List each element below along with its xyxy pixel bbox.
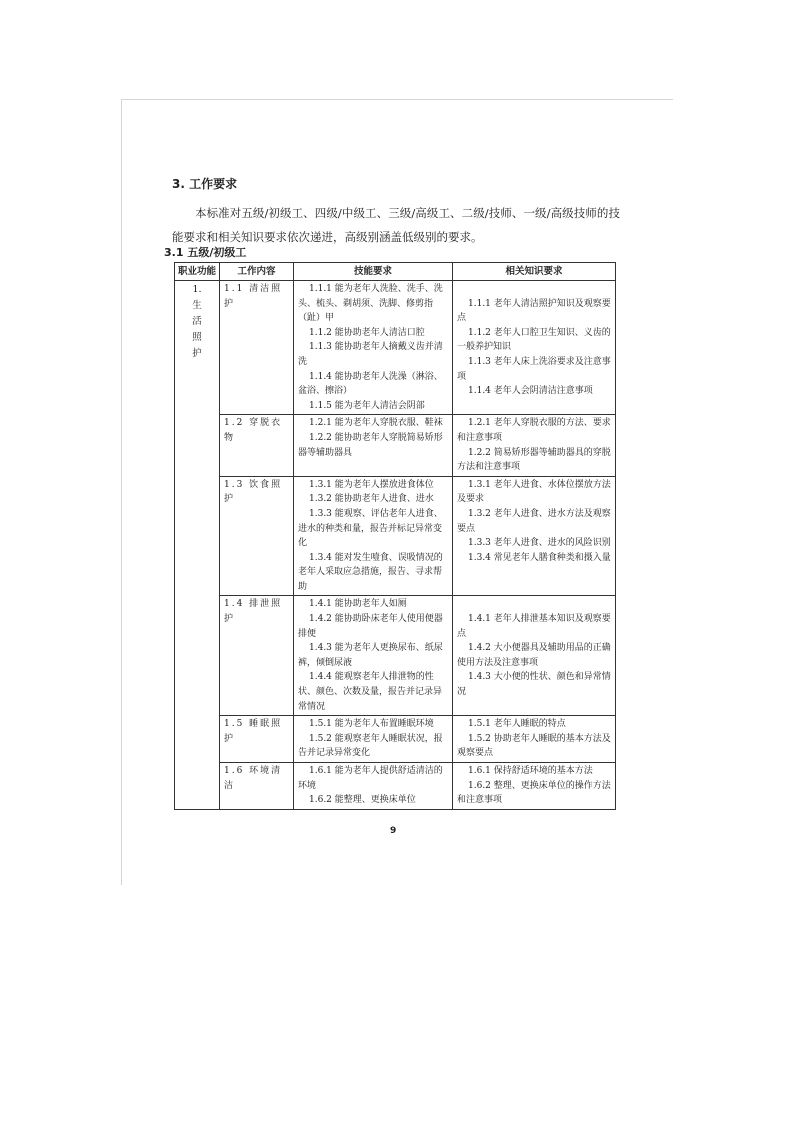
- header-function: 职业功能: [175, 263, 220, 281]
- knowledge-item: 1.3.2 老年人进食、进水方法及观察要点: [457, 508, 611, 534]
- skills-cell: [294, 716, 453, 763]
- skill-item: 1.4.2 能协助卧床老年人使用便器排便: [298, 614, 443, 639]
- header-knowledge: 相关知识要求: [453, 263, 616, 281]
- knowledge-item: 1.4.1 老年人排泄基本知识及观察要点: [457, 614, 611, 639]
- work-content-cell: 1.4 排泄照护: [220, 596, 294, 716]
- knowledge-item: 1.1.3 老年人床上洗浴要求及注意事项: [457, 356, 611, 382]
- skill-item: 1.5.2 能观察老年人睡眠状况，报告并记录异常变化: [298, 733, 443, 759]
- table-row: [175, 716, 616, 763]
- function-cell: [175, 281, 220, 810]
- knowledge-cell: [453, 281, 616, 415]
- skill-item: 1.1.2 能协助老年人清洁口腔: [309, 327, 425, 338]
- knowledge-item: 1.1.2 老年人口腔卫生知识、义齿的一般养护知识: [457, 327, 611, 353]
- skill-item: 1.1.5 能为老年人清洁会阴部: [309, 400, 425, 411]
- skill-item: 1.6.2 能整理、更换床单位: [309, 795, 416, 806]
- knowledge-item: 1.2.2 简易矫形器等辅助器具的穿脱方法和注意事项: [457, 447, 611, 473]
- skill-item: 1.3.1 能为老年人摆放进食体位: [309, 479, 434, 490]
- knowledge-cell: [453, 716, 616, 763]
- page-border-left: [121, 99, 122, 885]
- skill-item: 1.6.1 能为老年人提供舒适清洁的环境: [298, 766, 443, 791]
- subsection-heading: 3.1 五级/初级工: [164, 246, 247, 259]
- skill-item: 1.3.2 能协助老年人进食、进水: [309, 494, 434, 505]
- knowledge-item: 1.6.2 整理、更换床单位的操作方法和注意事项: [457, 780, 611, 806]
- skills-cell: [294, 281, 453, 415]
- page-number: 9: [390, 826, 397, 836]
- function-label: 1.生活照护: [192, 284, 202, 359]
- skill-item: 1.1.3 能协助老年人摘戴义齿并清洗: [298, 342, 443, 367]
- requirements-table: [174, 262, 616, 810]
- table-row: [175, 476, 616, 596]
- skills-cell: [294, 476, 453, 596]
- skill-item: 1.3.3 能观察、评估老年人进食、进水的种类和量，报告并标记异常变化: [298, 508, 443, 549]
- knowledge-item: 1.3.3 老年人进食、进水的风险识别: [468, 538, 611, 549]
- work-content-cell: 1.6 环境清洁: [220, 763, 294, 810]
- work-content-cell: 1.2 穿脱衣物: [220, 415, 294, 476]
- skill-item: 1.1.4 能协助老年人洗澡（淋浴、盆浴、擦浴）: [298, 371, 443, 397]
- skill-item: 1.2.1 能为老年人穿脱衣服、鞋袜: [309, 418, 443, 429]
- skills-cell: [294, 596, 453, 716]
- knowledge-cell: [453, 476, 616, 596]
- knowledge-cell: [453, 596, 616, 716]
- knowledge-item: 1.6.1 保持舒适环境的基本方法: [468, 766, 593, 776]
- skill-item: 1.5.1 能为老年人布置睡眠环境: [309, 719, 434, 730]
- knowledge-item: 1.4.2 大小便器具及辅助用品的正确使用方法及注意事项: [457, 643, 611, 668]
- table-row: [175, 596, 616, 716]
- knowledge-cell: [453, 415, 616, 476]
- knowledge-item: 1.2.1 老年人穿脱衣服的方法、要求和注意事项: [457, 418, 611, 443]
- table-row: [175, 281, 616, 415]
- header-content: 工作内容: [220, 263, 294, 281]
- knowledge-item: 1.4.3 大小便的性状、颜色和异常情况: [457, 672, 611, 698]
- work-content-cell: 1.1 清洁照护: [220, 281, 294, 415]
- table-row: [175, 415, 616, 476]
- skill-item: 1.4.1 能协助老年人如厕: [309, 599, 407, 610]
- page-border-top: [121, 99, 673, 100]
- table-row: [175, 763, 616, 810]
- skill-item: 1.1.1 能为老年人洗脸、洗手、洗头、梳头、剃胡须、洗脚、修剪指（趾）甲: [298, 284, 443, 324]
- skill-item: 1.4.4 能观察老年人排泄物的性状、颜色、次数及量，报告并记录异常情况: [298, 672, 443, 712]
- skill-item: 1.4.3 能为老年人更换尿布、纸尿裤，倾倒尿液: [298, 643, 443, 668]
- header-skills: 技能要求: [294, 263, 453, 281]
- knowledge-item: 1.1.4 老年人会阴清洁注意事项: [468, 386, 593, 397]
- skills-cell: [294, 763, 453, 810]
- work-content-cell: 1.5 睡眠照护: [220, 716, 294, 763]
- knowledge-item: 1.3.1 老年人进食、水体位摆放方法及要求: [457, 479, 611, 505]
- knowledge-cell: [453, 763, 616, 810]
- skill-item: 1.3.4 能对发生噎食、误吸情况的老年人采取应急措施，报告、寻求帮助: [298, 552, 443, 592]
- knowledge-item: 1.5.2 协助老年人睡眠的基本方法及观察要点: [457, 733, 611, 759]
- skill-item: 1.2.2 能协助老年人穿脱简易矫形器等辅助器具: [298, 432, 443, 458]
- intro-paragraph: 本标准对五级/初级工、四级/中级工、三级/高级工、二级/技师、一级/高级技师的技能要求和相关知识要求依次递进，高级别涵盖低级别的要求。: [172, 206, 620, 244]
- skills-cell: [294, 415, 453, 476]
- knowledge-item: 1.3.4 常见老年人膳食种类和摄入量: [468, 552, 611, 563]
- knowledge-item: 1.5.1 老年人睡眠的特点: [468, 719, 566, 730]
- knowledge-item: 1.1.1 老年人清洁照护知识及观察要点: [457, 298, 611, 324]
- section-heading: 3. 工作要求: [172, 177, 238, 191]
- table-header-row: [175, 263, 616, 281]
- work-content-cell: 1.3 饮食照护: [220, 476, 294, 596]
